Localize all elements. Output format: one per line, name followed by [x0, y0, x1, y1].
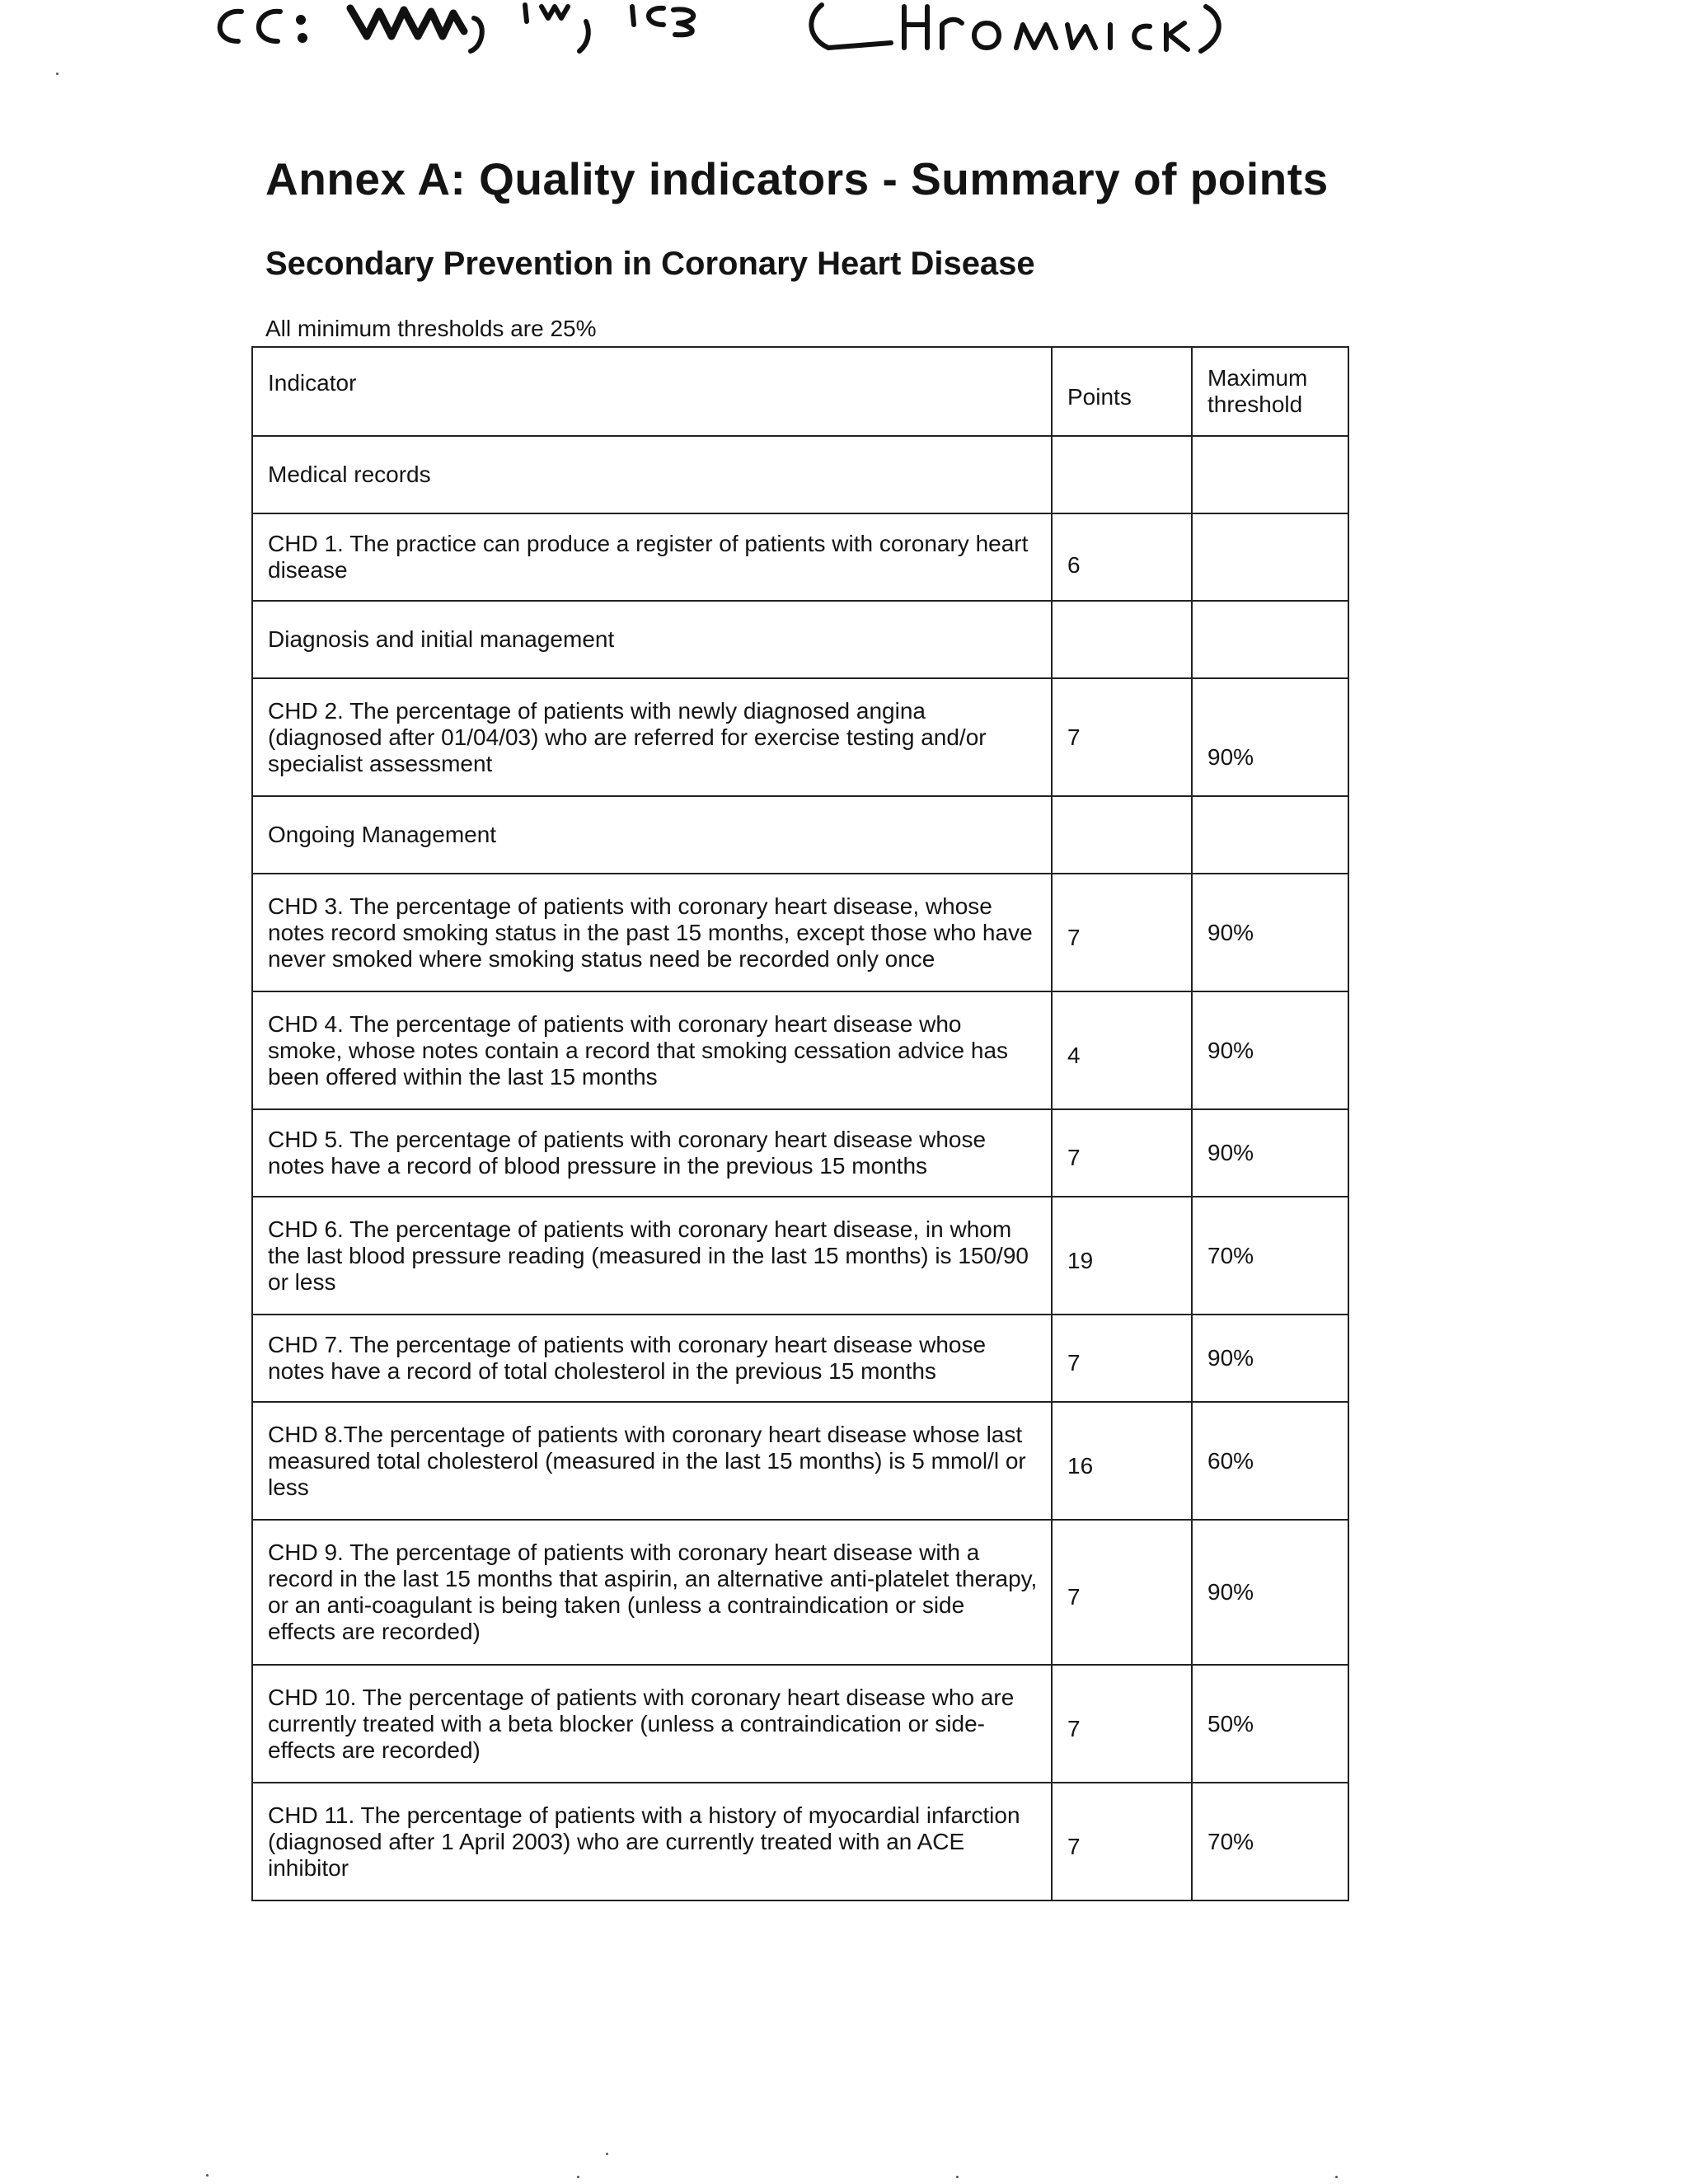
- points-cell: 7: [1052, 1315, 1192, 1402]
- section-heading-ongoing-management: Ongoing Management: [252, 796, 1052, 874]
- section-row: [252, 436, 1348, 513]
- threshold-cell: 90%: [1192, 1520, 1348, 1665]
- table-row: [252, 1109, 1348, 1197]
- empty-cell: [1192, 601, 1348, 678]
- table-row: [252, 874, 1348, 991]
- threshold-cell: 50%: [1192, 1665, 1348, 1783]
- points-cell: 6: [1052, 513, 1192, 601]
- indicator-cell: CHD 2. The percentage of patients with newly diagnosed angina (diagnosed after 01/04/03) who are referred for exercise testing and/or specialist assessment: [252, 678, 1052, 796]
- points-cell: 7: [1052, 1520, 1192, 1665]
- section-subtitle: Secondary Prevention in Coronary Heart Disease: [265, 246, 1035, 282]
- scan-speck: [606, 2153, 608, 2155]
- threshold-cell: 90%: [1192, 1109, 1348, 1197]
- indicator-cell: CHD 9. The percentage of patients with coronary heart disease with a record in the last 15 months that aspirin, an alternative anti-platelet therapy, or an anti-coagulant is being taken (unless a contraindication or side effects are recorded): [252, 1520, 1052, 1665]
- indicator-cell: CHD 11. The percentage of patients with a history of myocardial infarction (diagnosed after 1 April 2003) who are currently treated with an ACE inhibitor: [252, 1783, 1052, 1900]
- table-row: [252, 513, 1348, 601]
- threshold-cell: 70%: [1192, 1197, 1348, 1315]
- quality-indicators-table: [251, 346, 1349, 1901]
- threshold-cell: 90%: [1192, 1315, 1348, 1402]
- points-cell: 4: [1052, 991, 1192, 1109]
- indicator-cell: CHD 5. The percentage of patients with coronary heart disease whose notes have a record of blood pressure in the previous 15 months: [252, 1109, 1052, 1197]
- scan-speck: [206, 2174, 209, 2177]
- points-cell: 19: [1052, 1197, 1192, 1315]
- section-heading-diagnosis: Diagnosis and initial management: [252, 601, 1052, 678]
- scan-speck: [956, 2176, 959, 2178]
- threshold-cell: 90%: [1192, 991, 1348, 1109]
- indicator-cell: CHD 6. The percentage of patients with coronary heart disease, in whom the last blood pressure reading (measured in the last 15 months) is 150/90 or less: [252, 1197, 1052, 1315]
- table-header-row: [252, 347, 1348, 436]
- empty-cell: [1192, 436, 1348, 513]
- empty-cell: [1052, 436, 1192, 513]
- table-row: [252, 991, 1348, 1109]
- points-cell: 16: [1052, 1402, 1192, 1520]
- indicator-cell: CHD 7. The percentage of patients with coronary heart disease whose notes have a record of total cholesterol in the previous 15 months: [252, 1315, 1052, 1402]
- indicator-cell: CHD 1. The practice can produce a register of patients with coronary heart disease: [252, 513, 1052, 601]
- threshold-cell: 60%: [1192, 1402, 1348, 1520]
- threshold-cell: [1192, 513, 1348, 601]
- points-cell: 7: [1052, 1783, 1192, 1900]
- header-points: Points: [1052, 347, 1192, 436]
- header-max-threshold: Maximum threshold: [1192, 347, 1348, 436]
- scan-speck: [577, 2176, 579, 2178]
- points-cell: 7: [1052, 1665, 1192, 1783]
- table-row: [252, 678, 1348, 796]
- points-cell: 7: [1052, 678, 1192, 796]
- indicator-cell: CHD 8.The percentage of patients with coronary heart disease whose last measured total cholesterol (measured in the last 15 months) is 5 mmol/l or less: [252, 1402, 1052, 1520]
- table-row: [252, 1783, 1348, 1900]
- threshold-note: All minimum thresholds are 25%: [265, 316, 597, 341]
- section-row: [252, 601, 1348, 678]
- empty-cell: [1052, 796, 1192, 874]
- table-row: [252, 1520, 1348, 1665]
- points-cell: 7: [1052, 874, 1192, 991]
- indicator-cell: CHD 4. The percentage of patients with coronary heart disease who smoke, whose notes contain a record that smoking cessation advice has been offered within the last 15 months: [252, 991, 1052, 1109]
- scan-speck: [56, 73, 59, 75]
- threshold-cell: 90%: [1192, 678, 1348, 796]
- table-row: [252, 1665, 1348, 1783]
- scan-speck: [1335, 2176, 1338, 2178]
- threshold-cell: 90%: [1192, 874, 1348, 991]
- page-title: Annex A: Quality indicators - Summary of points: [265, 153, 1329, 204]
- threshold-cell: 70%: [1192, 1783, 1348, 1900]
- indicator-cell: CHD 3. The percentage of patients with coronary heart disease, whose notes record smoking status in the past 15 months, except those who have never smoked where smoking status need be recorded only once: [252, 874, 1052, 991]
- section-row: [252, 796, 1348, 874]
- points-cell: 7: [1052, 1109, 1192, 1197]
- table-row: [252, 1402, 1348, 1520]
- table-row: [252, 1315, 1348, 1402]
- empty-cell: [1052, 601, 1192, 678]
- table-row: [252, 1197, 1348, 1315]
- header-indicator: Indicator: [252, 347, 1052, 436]
- handwritten-cc-note: [202, 0, 1323, 58]
- section-heading-medical-records: Medical records: [252, 436, 1052, 513]
- indicator-cell: CHD 10. The percentage of patients with coronary heart disease who are currently treated with a beta blocker (unless a contraindication or side-effects are recorded): [252, 1665, 1052, 1783]
- empty-cell: [1192, 796, 1348, 874]
